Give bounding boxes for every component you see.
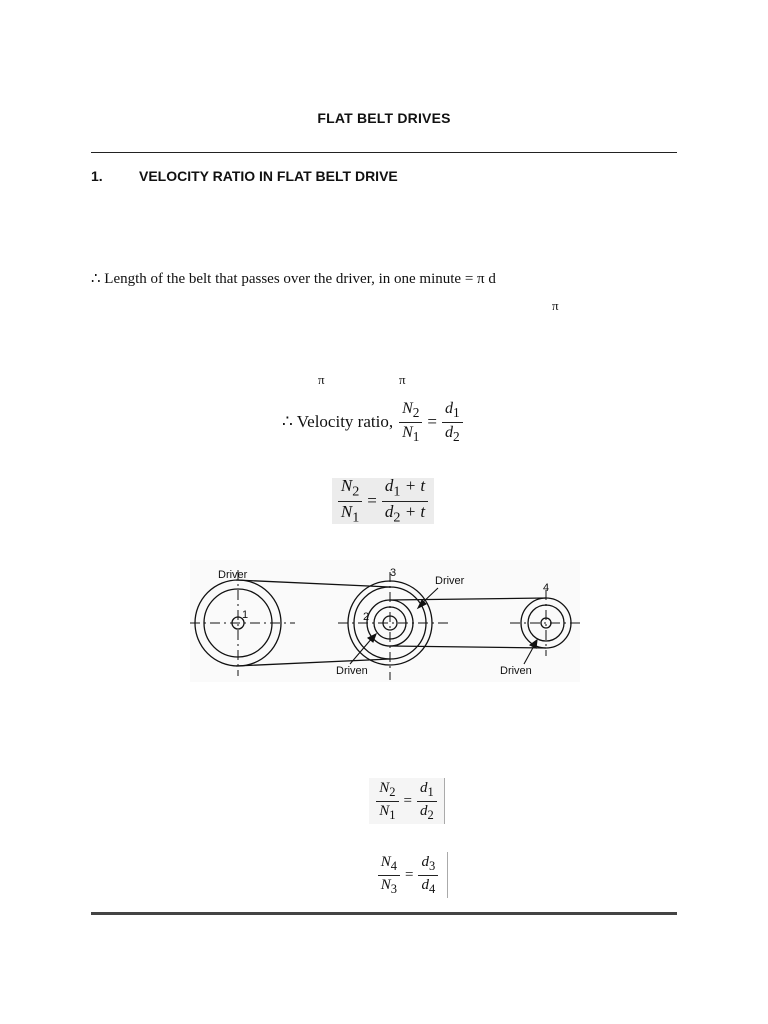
page-title: FLAT BELT DRIVES: [317, 110, 451, 126]
driven-label: Driven: [336, 665, 368, 677]
driven-label: Driven: [500, 665, 532, 677]
first-stage-ratio-equation: $\frac{N_2}{N_1}$ = $\frac{d_1}{d_2}$: [369, 778, 445, 824]
pulley-number: 3: [390, 567, 397, 579]
bottom-divider: [91, 912, 677, 915]
fraction: $\frac{d_1 + t}{d_2 + t}$: [382, 477, 428, 526]
fraction: $\frac{N_4}{N_3}$: [378, 854, 400, 897]
top-divider: [91, 152, 677, 153]
belt-thickness-equation: $\frac{N_2}{N_1}$ = $\frac{d_1 + t}{d_2 + t}$: [332, 478, 434, 524]
pulley-number: 1: [242, 609, 249, 621]
fraction: $\frac{N_2}{N_1}$: [399, 400, 422, 445]
driver-label: Driver: [218, 569, 248, 581]
compound-belt-drive-diagram: [190, 560, 580, 682]
section-title: VELOCITY RATIO IN FLAT BELT DRIVE: [139, 168, 398, 184]
fraction: $\frac{d_3}{d_4}$: [418, 854, 438, 897]
fraction: $\frac{N_2}{N_1}$: [376, 780, 398, 823]
pi-symbol: π: [399, 372, 406, 387]
fraction: $\frac{d_1}{d_2}$: [442, 400, 463, 445]
fraction: $\frac{N_2}{N_1}$: [338, 477, 362, 526]
section-number: 1.: [91, 168, 103, 184]
driver-label: Driver: [435, 575, 465, 587]
velocity-ratio-prefix: ∴ Velocity ratio,: [282, 412, 394, 432]
velocity-ratio-equation: ∴ Velocity ratio, $\frac{N_2}{N_1}$ = $\frac{d_1}{d_2}$: [282, 400, 463, 445]
pulley-number: 2: [363, 611, 370, 623]
pulley-number: 4: [543, 582, 550, 594]
fraction: $\frac{d_1}{d_2}$: [417, 780, 437, 823]
pi-symbol: π: [318, 372, 325, 387]
belt-length-text: ∴ Length of the belt that passes over the driver, in one minute = π d: [91, 271, 496, 287]
second-stage-ratio-equation: $\frac{N_4}{N_3}$ = $\frac{d_3}{d_4}$: [369, 852, 448, 898]
pi-symbol: π: [552, 298, 559, 313]
